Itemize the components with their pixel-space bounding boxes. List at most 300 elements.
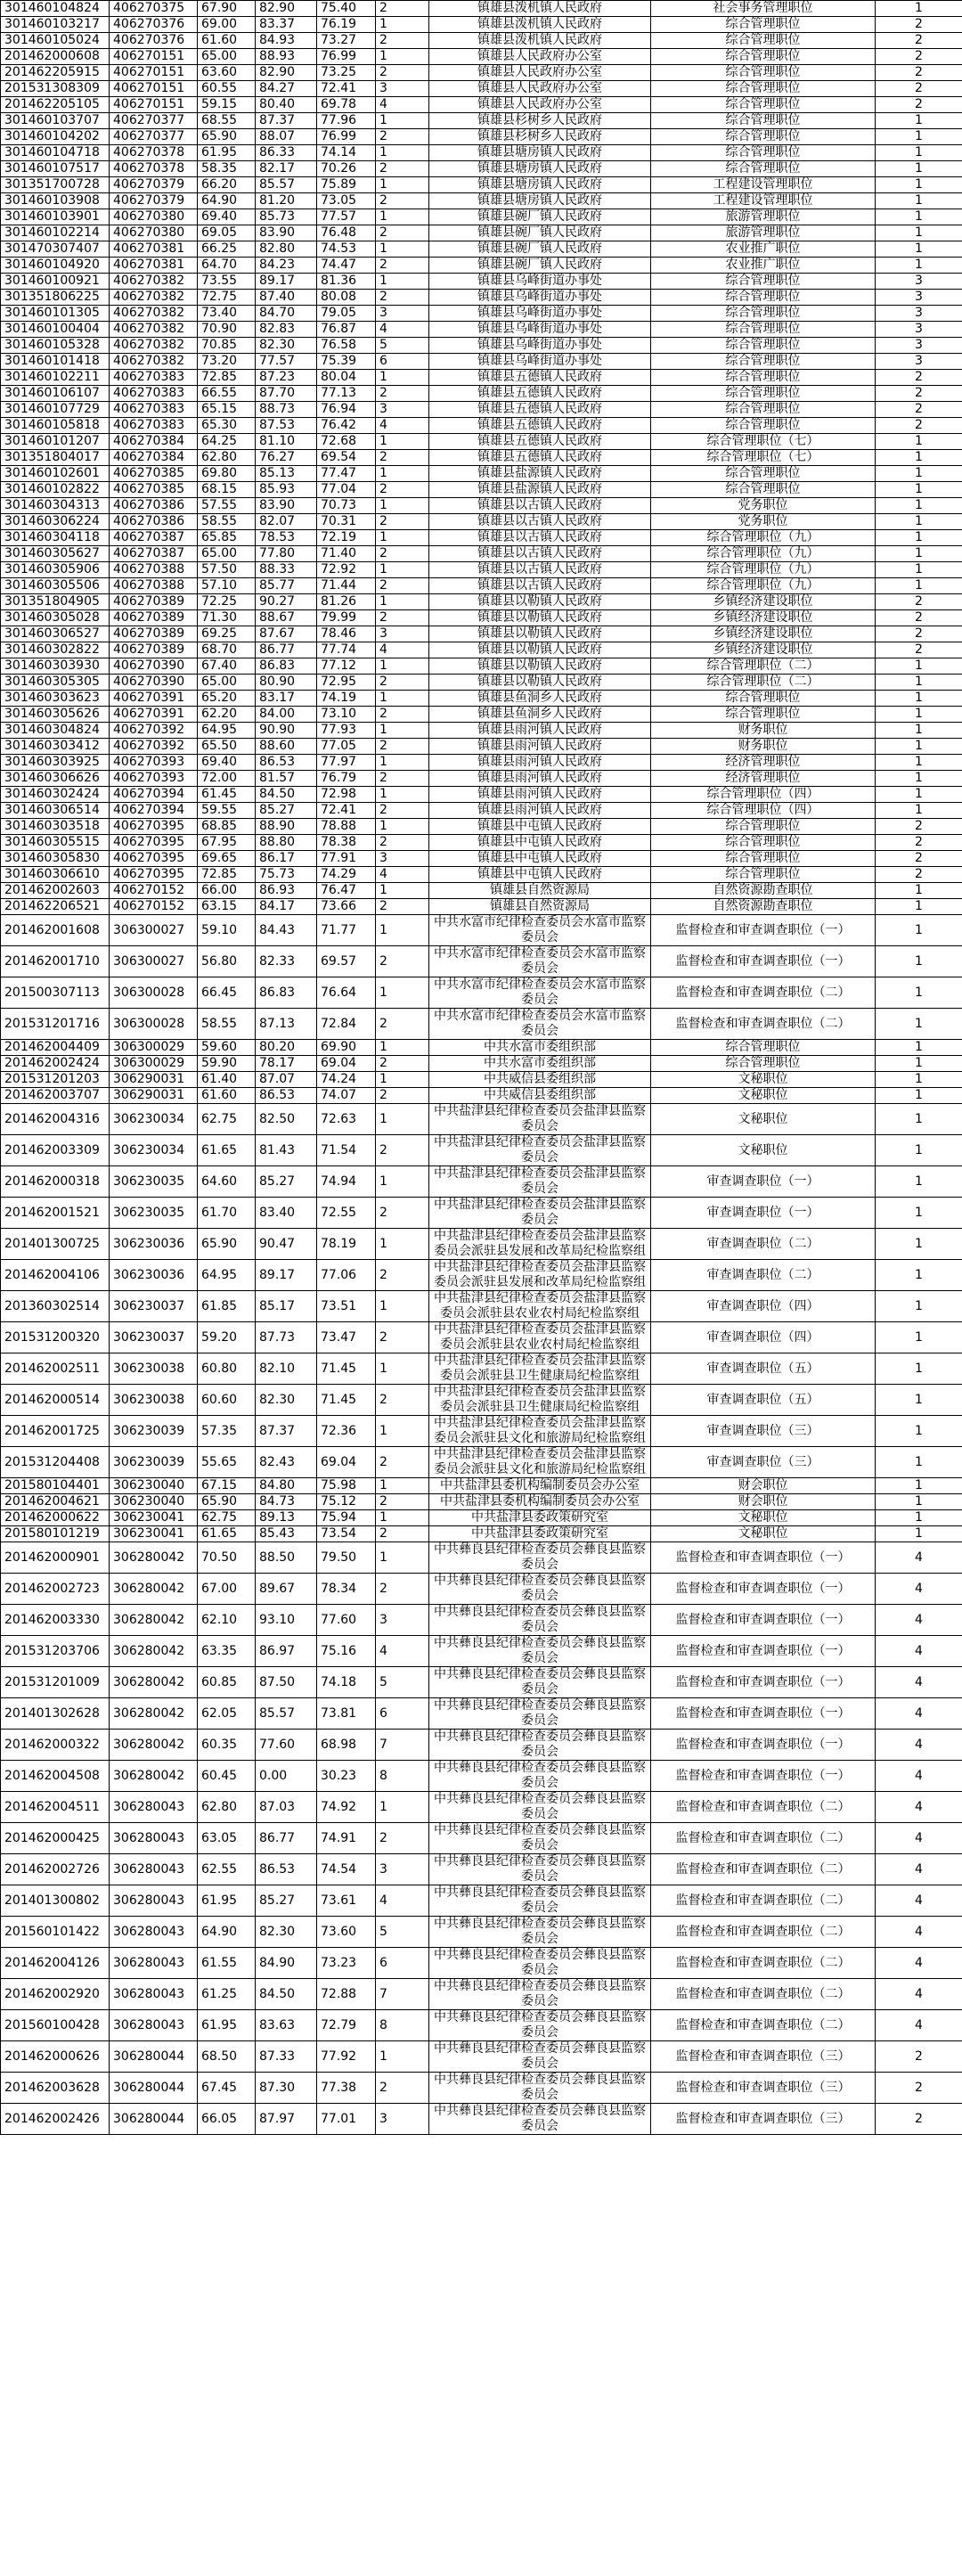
exam-number-cell: 201462004126 xyxy=(1,1948,110,1979)
interview-score-cell: 89.13 xyxy=(256,1510,317,1526)
recruit-count-cell: 3 xyxy=(876,290,962,306)
written-score-cell: 66.25 xyxy=(198,241,256,258)
exam-number-cell: 201462206521 xyxy=(1,899,110,915)
position-code-cell: 406270379 xyxy=(110,193,198,209)
rank-cell: 1 xyxy=(376,1104,429,1135)
position-code-cell: 406270392 xyxy=(110,723,198,739)
position-code-cell: 306300027 xyxy=(110,915,198,946)
table-row xyxy=(1,1636,962,1667)
position-code-cell: 306230040 xyxy=(110,1494,198,1510)
table-row xyxy=(1,466,962,482)
written-score-cell: 69.05 xyxy=(198,225,256,241)
position-code-cell: 406270377 xyxy=(110,113,198,129)
exam-number-cell: 301460306527 xyxy=(1,626,110,642)
position-name-cell: 监督检查和审查调查职位（二） xyxy=(651,1854,876,1885)
employer-cell: 镇雄县以勒镇人民政府 xyxy=(429,642,651,658)
exam-number-cell: 201531204408 xyxy=(1,1447,110,1478)
recruit-count-cell: 1 xyxy=(876,1104,962,1135)
position-name-cell: 综合管理职位 xyxy=(651,113,876,129)
recruit-count-cell: 2 xyxy=(876,33,962,49)
position-name-cell: 乡镇经济建设职位 xyxy=(651,610,876,626)
total-score-cell: 77.06 xyxy=(317,1260,376,1291)
position-name-cell: 综合管理职位 xyxy=(651,49,876,65)
total-score-cell: 77.60 xyxy=(317,1605,376,1636)
employer-cell: 中共彝良县纪律检查委员会彝良县监察委员会 xyxy=(429,1667,651,1698)
rank-cell: 8 xyxy=(376,2010,429,2041)
interview-score-cell: 75.73 xyxy=(256,867,317,883)
exam-number-cell: 201462002726 xyxy=(1,1854,110,1885)
written-score-cell: 65.30 xyxy=(198,418,256,434)
total-score-cell: 73.05 xyxy=(317,193,376,209)
exam-number-cell: 301460304313 xyxy=(1,498,110,514)
table-row xyxy=(1,450,962,466)
written-score-cell: 68.70 xyxy=(198,642,256,658)
rank-cell: 2 xyxy=(376,161,429,177)
table-row xyxy=(1,2041,962,2073)
rank-cell: 5 xyxy=(376,1667,429,1698)
position-name-cell: 审查调查职位（五） xyxy=(651,1385,876,1416)
interview-score-cell: 87.97 xyxy=(256,2104,317,2135)
exam-number-cell: 301460303518 xyxy=(1,819,110,835)
recruit-count-cell: 1 xyxy=(876,1494,962,1510)
interview-score-cell: 89.17 xyxy=(256,274,317,290)
interview-score-cell: 88.90 xyxy=(256,819,317,835)
total-score-cell: 68.98 xyxy=(317,1730,376,1761)
table-row xyxy=(1,258,962,274)
position-name-cell: 监督检查和审查调查职位（一） xyxy=(651,1761,876,1792)
position-code-cell: 406270384 xyxy=(110,450,198,466)
position-code-cell: 406270394 xyxy=(110,787,198,803)
written-score-cell: 65.90 xyxy=(198,129,256,145)
rank-cell: 2 xyxy=(376,482,429,498)
recruit-count-cell: 1 xyxy=(876,787,962,803)
total-score-cell: 74.91 xyxy=(317,1823,376,1854)
rank-cell: 1 xyxy=(376,1792,429,1823)
position-code-cell: 406270382 xyxy=(110,322,198,338)
written-score-cell: 58.55 xyxy=(198,514,256,530)
employer-cell: 中共彝良县纪律检查委员会彝良县监察委员会 xyxy=(429,2104,651,2135)
written-score-cell: 61.55 xyxy=(198,1948,256,1979)
employer-cell: 镇雄县以勒镇人民政府 xyxy=(429,626,651,642)
total-score-cell: 76.19 xyxy=(317,17,376,33)
table-body xyxy=(1,1,962,2135)
written-score-cell: 72.85 xyxy=(198,867,256,883)
employer-cell: 镇雄县以勒镇人民政府 xyxy=(429,610,651,626)
position-name-cell: 财会职位 xyxy=(651,1478,876,1494)
position-code-cell: 306280043 xyxy=(110,1917,198,1948)
table-row xyxy=(1,899,962,915)
interview-score-cell: 77.60 xyxy=(256,1730,317,1761)
written-score-cell: 56.80 xyxy=(198,946,256,977)
recruit-count-cell: 1 xyxy=(876,691,962,707)
total-score-cell: 70.26 xyxy=(317,161,376,177)
employer-cell: 中共威信县委组织部 xyxy=(429,1088,651,1104)
rank-cell: 6 xyxy=(376,354,429,370)
rank-cell: 2 xyxy=(376,129,429,145)
position-name-cell: 综合管理职位 xyxy=(651,274,876,290)
interview-score-cell: 88.73 xyxy=(256,402,317,418)
position-name-cell: 监督检查和审查调查职位（一） xyxy=(651,915,876,946)
position-code-cell: 406270391 xyxy=(110,707,198,723)
interview-score-cell: 87.30 xyxy=(256,2073,317,2104)
position-name-cell: 监督检查和审查调查职位（二） xyxy=(651,1948,876,1979)
recruit-count-cell: 4 xyxy=(876,1823,962,1854)
table-row xyxy=(1,707,962,723)
table-row xyxy=(1,97,962,113)
recruit-count-cell: 4 xyxy=(876,1917,962,1948)
position-name-cell: 监督检查和审查调查职位（二） xyxy=(651,1792,876,1823)
written-score-cell: 59.55 xyxy=(198,803,256,819)
position-code-cell: 306280042 xyxy=(110,1730,198,1761)
exam-number-cell: 301460105818 xyxy=(1,418,110,434)
position-code-cell: 406270395 xyxy=(110,835,198,851)
table-row xyxy=(1,1979,962,2010)
written-score-cell: 58.35 xyxy=(198,161,256,177)
recruit-count-cell: 2 xyxy=(876,594,962,610)
recruit-count-cell: 4 xyxy=(876,1636,962,1667)
table-row xyxy=(1,530,962,546)
position-name-cell: 综合管理职位 xyxy=(651,707,876,723)
interview-score-cell: 82.10 xyxy=(256,1353,317,1385)
recruit-count-cell: 2 xyxy=(876,97,962,113)
employer-cell: 镇雄县杉树乡人民政府 xyxy=(429,113,651,129)
employer-cell: 镇雄县碗厂镇人民政府 xyxy=(429,241,651,258)
position-code-cell: 306230035 xyxy=(110,1166,198,1198)
employer-cell: 镇雄县塘房镇人民政府 xyxy=(429,145,651,161)
exam-number-cell: 301460305830 xyxy=(1,851,110,867)
rank-cell: 2 xyxy=(376,290,429,306)
rank-cell: 2 xyxy=(376,514,429,530)
table-row xyxy=(1,675,962,691)
total-score-cell: 77.05 xyxy=(317,739,376,755)
position-name-cell: 监督检查和审查调查职位（二） xyxy=(651,2010,876,2041)
position-code-cell: 406270378 xyxy=(110,161,198,177)
position-code-cell: 306230039 xyxy=(110,1416,198,1447)
rank-cell: 4 xyxy=(376,97,429,113)
table-row xyxy=(1,1854,962,1885)
interview-score-cell: 0.00 xyxy=(256,1761,317,1792)
position-code-cell: 406270389 xyxy=(110,626,198,642)
table-row xyxy=(1,1447,962,1478)
table-row xyxy=(1,338,962,354)
rank-cell: 1 xyxy=(376,1478,429,1494)
written-score-cell: 72.75 xyxy=(198,290,256,306)
position-name-cell: 文秘职位 xyxy=(651,1135,876,1166)
rank-cell: 2 xyxy=(376,546,429,562)
interview-score-cell: 83.63 xyxy=(256,2010,317,2041)
position-code-cell: 306280044 xyxy=(110,2104,198,2135)
exam-number-cell: 201462001710 xyxy=(1,946,110,977)
interview-score-cell: 87.13 xyxy=(256,1009,317,1040)
recruit-count-cell: 1 xyxy=(876,707,962,723)
exam-number-cell: 301351804905 xyxy=(1,594,110,610)
employer-cell: 中共盐津县纪律检查委员会盐津县监察委员会派驻县农业农村局纪检监察组 xyxy=(429,1322,651,1353)
position-code-cell: 406270379 xyxy=(110,177,198,193)
written-score-cell: 69.40 xyxy=(198,755,256,771)
interview-score-cell: 80.90 xyxy=(256,675,317,691)
position-code-cell: 406270382 xyxy=(110,354,198,370)
employer-cell: 中共水富市纪律检查委员会水富市监察委员会 xyxy=(429,1009,651,1040)
employer-cell: 镇雄县乌峰街道办事处 xyxy=(429,274,651,290)
written-score-cell: 61.25 xyxy=(198,1979,256,2010)
total-score-cell: 73.10 xyxy=(317,707,376,723)
total-score-cell: 72.92 xyxy=(317,562,376,578)
employer-cell: 镇雄县五德镇人民政府 xyxy=(429,418,651,434)
table-row xyxy=(1,1698,962,1730)
exam-number-cell: 201560101422 xyxy=(1,1917,110,1948)
position-name-cell: 监督检查和审查调查职位（二） xyxy=(651,1823,876,1854)
total-score-cell: 71.44 xyxy=(317,578,376,594)
employer-cell: 中共彝良县纪律检查委员会彝良县监察委员会 xyxy=(429,1854,651,1885)
recruit-count-cell: 1 xyxy=(876,450,962,466)
rank-cell: 1 xyxy=(376,787,429,803)
position-name-cell: 综合管理职位 xyxy=(651,370,876,386)
recruit-count-cell: 4 xyxy=(876,1948,962,1979)
position-name-cell: 综合管理职位 xyxy=(651,322,876,338)
interview-score-cell: 85.57 xyxy=(256,177,317,193)
interview-score-cell: 89.17 xyxy=(256,1260,317,1291)
exam-number-cell: 201462004621 xyxy=(1,1494,110,1510)
employer-cell: 镇雄县杉树乡人民政府 xyxy=(429,129,651,145)
position-name-cell: 综合管理职位（四） xyxy=(651,803,876,819)
exam-number-cell: 301460306224 xyxy=(1,514,110,530)
rank-cell: 2 xyxy=(376,1385,429,1416)
written-score-cell: 65.50 xyxy=(198,739,256,755)
interview-score-cell: 88.60 xyxy=(256,739,317,755)
position-code-cell: 306280043 xyxy=(110,1792,198,1823)
employer-cell: 镇雄县碗厂镇人民政府 xyxy=(429,225,651,241)
position-name-cell: 综合管理职位 xyxy=(651,33,876,49)
position-name-cell: 文秘职位 xyxy=(651,1526,876,1542)
interview-score-cell: 82.33 xyxy=(256,946,317,977)
exam-number-cell: 301460100404 xyxy=(1,322,110,338)
employer-cell: 镇雄县自然资源局 xyxy=(429,899,651,915)
position-name-cell: 财务职位 xyxy=(651,723,876,739)
position-name-cell: 财务职位 xyxy=(651,739,876,755)
recruit-count-cell: 1 xyxy=(876,225,962,241)
rank-cell: 1 xyxy=(376,498,429,514)
rank-cell: 1 xyxy=(376,691,429,707)
exam-number-cell: 201462000608 xyxy=(1,49,110,65)
position-code-cell: 306280042 xyxy=(110,1574,198,1605)
position-code-cell: 406270392 xyxy=(110,739,198,755)
total-score-cell: 81.36 xyxy=(317,274,376,290)
table-row xyxy=(1,1574,962,1605)
interview-score-cell: 81.57 xyxy=(256,771,317,787)
recruit-count-cell: 2 xyxy=(876,81,962,97)
exam-number-cell: 301460304824 xyxy=(1,723,110,739)
rank-cell: 1 xyxy=(376,466,429,482)
table-row xyxy=(1,610,962,626)
table-row xyxy=(1,1198,962,1229)
recruit-count-cell: 1 xyxy=(876,739,962,755)
position-name-cell: 监督检查和审查调查职位（二） xyxy=(651,1979,876,2010)
written-score-cell: 62.05 xyxy=(198,1698,256,1730)
rank-cell: 2 xyxy=(376,707,429,723)
exam-number-cell: 301460101207 xyxy=(1,434,110,450)
rank-cell: 2 xyxy=(376,1447,429,1478)
interview-score-cell: 87.33 xyxy=(256,2041,317,2073)
position-name-cell: 综合管理职位（二） xyxy=(651,675,876,691)
position-code-cell: 406270151 xyxy=(110,81,198,97)
recruit-count-cell: 3 xyxy=(876,338,962,354)
written-score-cell: 70.90 xyxy=(198,322,256,338)
written-score-cell: 68.85 xyxy=(198,819,256,835)
position-code-cell: 406270378 xyxy=(110,145,198,161)
written-score-cell: 62.10 xyxy=(198,1605,256,1636)
table-row xyxy=(1,209,962,225)
position-name-cell: 综合管理职位 xyxy=(651,1040,876,1056)
table-row xyxy=(1,1478,962,1494)
interview-score-cell: 86.77 xyxy=(256,1823,317,1854)
position-name-cell: 审查调查职位（一） xyxy=(651,1166,876,1198)
written-score-cell: 59.15 xyxy=(198,97,256,113)
position-code-cell: 306300028 xyxy=(110,1009,198,1040)
rank-cell: 2 xyxy=(376,578,429,594)
total-score-cell: 76.64 xyxy=(317,977,376,1009)
exam-number-cell: 201500307113 xyxy=(1,977,110,1009)
exam-number-cell: 201462205105 xyxy=(1,97,110,113)
position-name-cell: 综合管理职位（七） xyxy=(651,434,876,450)
total-score-cell: 77.74 xyxy=(317,642,376,658)
position-code-cell: 306280042 xyxy=(110,1542,198,1574)
interview-score-cell: 87.73 xyxy=(256,1322,317,1353)
position-code-cell: 306280042 xyxy=(110,1636,198,1667)
written-score-cell: 70.50 xyxy=(198,1542,256,1574)
employer-cell: 中共彝良县纪律检查委员会彝良县监察委员会 xyxy=(429,1574,651,1605)
exam-number-cell: 201401302628 xyxy=(1,1698,110,1730)
table-row xyxy=(1,113,962,129)
written-score-cell: 57.50 xyxy=(198,562,256,578)
interview-score-cell: 85.27 xyxy=(256,1166,317,1198)
position-code-cell: 406270384 xyxy=(110,434,198,450)
total-score-cell: 71.54 xyxy=(317,1135,376,1166)
table-row xyxy=(1,177,962,193)
total-score-cell: 72.98 xyxy=(317,787,376,803)
written-score-cell: 59.10 xyxy=(198,915,256,946)
employer-cell: 镇雄县乌峰街道办事处 xyxy=(429,306,651,322)
total-score-cell: 74.18 xyxy=(317,1667,376,1698)
exam-number-cell: 201531201203 xyxy=(1,1072,110,1088)
written-score-cell: 62.80 xyxy=(198,450,256,466)
exam-number-cell: 201462002723 xyxy=(1,1574,110,1605)
recruit-count-cell: 2 xyxy=(876,370,962,386)
recruit-count-cell: 1 xyxy=(876,771,962,787)
position-name-cell: 审查调查职位（四） xyxy=(651,1322,876,1353)
exam-number-cell: 201462003330 xyxy=(1,1605,110,1636)
rank-cell: 2 xyxy=(376,1,429,17)
recruit-count-cell: 1 xyxy=(876,1478,962,1494)
total-score-cell: 73.27 xyxy=(317,33,376,49)
table-row xyxy=(1,1229,962,1260)
position-code-cell: 406270389 xyxy=(110,610,198,626)
total-score-cell: 75.12 xyxy=(317,1494,376,1510)
position-code-cell: 306230036 xyxy=(110,1229,198,1260)
written-score-cell: 71.30 xyxy=(198,610,256,626)
exam-number-cell: 301460303412 xyxy=(1,739,110,755)
exam-number-cell: 301460103707 xyxy=(1,113,110,129)
rank-cell: 1 xyxy=(376,819,429,835)
recruit-count-cell: 1 xyxy=(876,193,962,209)
exam-number-cell: 201531203706 xyxy=(1,1636,110,1667)
employer-cell: 镇雄县鱼洞乡人民政府 xyxy=(429,707,651,723)
table-row xyxy=(1,723,962,739)
position-name-cell: 综合管理职位 xyxy=(651,418,876,434)
employer-cell: 镇雄县碗厂镇人民政府 xyxy=(429,258,651,274)
position-code-cell: 306280042 xyxy=(110,1667,198,1698)
interview-score-cell: 84.50 xyxy=(256,787,317,803)
exam-number-cell: 201462004508 xyxy=(1,1761,110,1792)
written-score-cell: 64.95 xyxy=(198,1260,256,1291)
interview-score-cell: 88.50 xyxy=(256,1542,317,1574)
interview-score-cell: 87.67 xyxy=(256,626,317,642)
table-row xyxy=(1,819,962,835)
total-score-cell: 77.57 xyxy=(317,209,376,225)
interview-score-cell: 86.77 xyxy=(256,642,317,658)
recruit-count-cell: 1 xyxy=(876,883,962,899)
position-code-cell: 406270380 xyxy=(110,225,198,241)
written-score-cell: 60.35 xyxy=(198,1730,256,1761)
exam-number-cell: 301460305506 xyxy=(1,578,110,594)
total-score-cell: 77.01 xyxy=(317,2104,376,2135)
total-score-cell: 69.04 xyxy=(317,1447,376,1478)
recruit-count-cell: 1 xyxy=(876,514,962,530)
rank-cell: 1 xyxy=(376,241,429,258)
position-name-cell: 综合管理职位 xyxy=(651,867,876,883)
exam-number-cell: 301460305028 xyxy=(1,610,110,626)
employer-cell: 镇雄县碗厂镇人民政府 xyxy=(429,209,651,225)
written-score-cell: 65.90 xyxy=(198,1494,256,1510)
exam-number-cell: 301460103901 xyxy=(1,209,110,225)
position-name-cell: 综合管理职位 xyxy=(651,386,876,402)
table-row xyxy=(1,17,962,33)
exam-number-cell: 201531201716 xyxy=(1,1009,110,1040)
total-score-cell: 71.45 xyxy=(317,1385,376,1416)
employer-cell: 中共水富市委组织部 xyxy=(429,1056,651,1072)
employer-cell: 镇雄县雨河镇人民政府 xyxy=(429,771,651,787)
written-score-cell: 63.15 xyxy=(198,899,256,915)
employer-cell: 中共彝良县纪律检查委员会彝良县监察委员会 xyxy=(429,1761,651,1792)
written-score-cell: 66.20 xyxy=(198,177,256,193)
rank-cell: 5 xyxy=(376,1917,429,1948)
interview-score-cell: 85.27 xyxy=(256,1885,317,1917)
table-row xyxy=(1,1009,962,1040)
interview-score-cell: 80.20 xyxy=(256,1040,317,1056)
exam-number-cell: 301460102211 xyxy=(1,370,110,386)
employer-cell: 镇雄县以古镇人民政府 xyxy=(429,546,651,562)
interview-score-cell: 85.17 xyxy=(256,1291,317,1322)
rank-cell: 1 xyxy=(376,1072,429,1088)
recruit-count-cell: 4 xyxy=(876,1667,962,1698)
position-name-cell: 综合管理职位 xyxy=(651,290,876,306)
total-score-cell: 77.93 xyxy=(317,723,376,739)
table-row xyxy=(1,739,962,755)
position-code-cell: 406270395 xyxy=(110,819,198,835)
rank-cell: 1 xyxy=(376,1040,429,1056)
recruit-count-cell: 1 xyxy=(876,482,962,498)
table-row xyxy=(1,803,962,819)
position-code-cell: 406270151 xyxy=(110,49,198,65)
position-code-cell: 306230035 xyxy=(110,1198,198,1229)
rank-cell: 2 xyxy=(376,1494,429,1510)
position-code-cell: 406270152 xyxy=(110,899,198,915)
employer-cell: 中共水富市纪律检查委员会水富市监察委员会 xyxy=(429,977,651,1009)
position-code-cell: 406270377 xyxy=(110,129,198,145)
table-row xyxy=(1,946,962,977)
recruit-count-cell: 1 xyxy=(876,1072,962,1088)
written-score-cell: 60.55 xyxy=(198,81,256,97)
rank-cell: 3 xyxy=(376,81,429,97)
